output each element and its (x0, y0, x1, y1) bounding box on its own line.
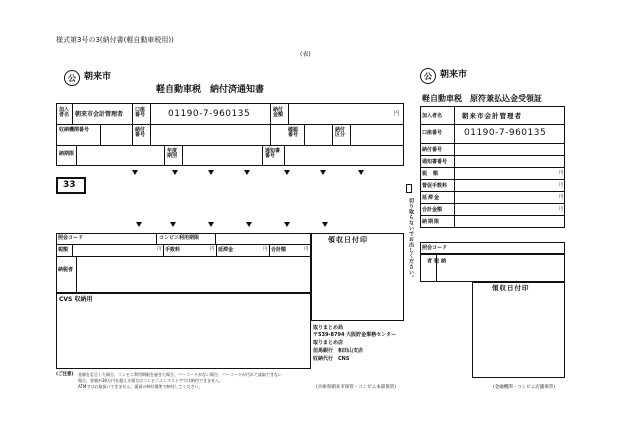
right-arrears-yen: 円 (559, 195, 564, 200)
left-convenience-label: コンビニ利用期限 (159, 235, 200, 241)
right-notice-label: 通知書番号 (422, 159, 448, 165)
cut-marker-icon (170, 222, 176, 227)
cut-marker-icon (246, 222, 252, 227)
left-account-number: 01190-7-960135 (168, 109, 251, 119)
note-line-1: 金額を訂正した場合、コンビニ利用期限を過ぎた場合、バーコードがない場合、バーコードが汚れて読取できない (78, 372, 282, 377)
left-cvs-label: CVS 収納用 (59, 296, 93, 303)
right-tax-yen: 円 (559, 171, 564, 176)
left-total-label: 合計額 (271, 247, 287, 253)
cut-marker-icon (136, 222, 142, 227)
right-receipt-box (472, 282, 565, 378)
left-receipt-box (311, 233, 404, 321)
collector-postal: 〒539-8794 大阪貯金事務センター (313, 332, 396, 338)
cut-marker-icon (284, 222, 290, 227)
right-total-yen: 円 (559, 207, 564, 212)
cut-marker-icon (172, 170, 178, 175)
left-payment-amount-label: 納付金額 (273, 107, 284, 119)
right-deadline-label: 納期限 (422, 219, 441, 225)
note-line-3: ATMではお取扱いできません。裏面の納付場所で納付してください。 (78, 384, 203, 389)
left-taxpayer-label: 納税者 (58, 267, 74, 273)
left-payment-number-label: 納付番号 (135, 127, 146, 139)
right-fee-label: 督促手数料 (422, 183, 448, 189)
left-barcode-label: 照会コード (58, 235, 84, 241)
left-fiscal-year-label: 年度期別 (167, 148, 178, 160)
right-municipality-name: 朝来市 (440, 70, 468, 80)
collector-bank: 但馬銀行 和田山支店 (313, 348, 364, 354)
right-tax-label: 税額 (422, 171, 445, 177)
cut-marker-icon (208, 170, 214, 175)
right-payment-number-label: 納付番号 (422, 147, 443, 153)
emblem-icon: 公 (64, 70, 80, 86)
right-barcode-label: 照会コード (422, 245, 448, 251)
collector-store: 取りまとめ店 (313, 340, 344, 346)
note-line-2: 場合、金額が30万円を超える場合はコンビニエンスストアでは納付できません。 (78, 378, 224, 383)
cut-instruction: 切り取らないでお出しください。 (408, 198, 414, 281)
right-total-label: 合計金額 (422, 207, 443, 213)
cut-marker-icon (132, 170, 138, 175)
form-side: (表) (300, 51, 311, 58)
left-amount-yen: 円 (394, 111, 400, 117)
left-institution-label: 収納機関番号 (59, 127, 90, 133)
left-category-label: 納付区分 (335, 127, 346, 139)
right-footer-tag: (金融機関・コンビニ店舗保管) (493, 385, 556, 390)
left-fee-label: 手数料 (165, 247, 181, 253)
right-arrears-label: 延滞金 (422, 195, 441, 201)
cut-marker-icon (208, 222, 214, 227)
right-slip-title: 軽自動車税 原符兼払込金受領証 (422, 94, 542, 103)
left-arrears-yen: 円 (263, 247, 268, 252)
left-arrears-label: 延滞金 (218, 247, 234, 253)
left-subscriber-label: 加入者名 (59, 107, 70, 119)
cut-marker-icon (284, 170, 290, 175)
municipality-name: 朝来市 (84, 72, 112, 82)
left-notice-label: 通知書番号 (265, 148, 281, 160)
collector-title: 取りまとめ局 (313, 325, 344, 331)
left-footer-tag: (兵庫県朝来市保管・コンビニ本部保管) (316, 385, 397, 390)
cut-marker-icon (244, 170, 250, 175)
right-subscriber-name: 朝来市会計管理者 (462, 112, 522, 120)
right-receipt-date-label: 領収日付印 (492, 284, 530, 292)
left-code: 33 (63, 180, 76, 190)
note-title: (ご注意) (56, 372, 74, 377)
collector-agent: 収納代行 CNS (313, 356, 350, 362)
left-deadline-label: 納期限 (59, 151, 75, 157)
form-number: 様式第3号の3(納付書(軽自動車税用)) (56, 36, 174, 44)
cut-marker-icon (358, 170, 364, 175)
left-subscriber-name: 朝来市会計管理者 (75, 111, 124, 118)
right-fee-yen: 円 (559, 183, 564, 188)
left-fee-yen: 円 (210, 247, 215, 252)
cut-bracket (406, 184, 412, 193)
cut-marker-icon (322, 222, 328, 227)
left-slip-title: 軽自動車税 納付済通知書 (156, 85, 265, 95)
left-tax-label: 税額 (58, 247, 69, 253)
left-cvs-box (56, 293, 311, 369)
left-receipt-date-label: 領収日付印 (328, 236, 368, 244)
right-subscriber-label: 加入者名 (422, 113, 443, 119)
left-total-yen: 円 (304, 247, 309, 252)
left-account-label: 口座番号 (135, 107, 146, 119)
left-barcode-table (56, 233, 311, 293)
left-tax-yen: 円 (157, 247, 162, 252)
cut-marker-icon (320, 170, 326, 175)
right-account-label: 口座番号 (422, 130, 443, 136)
right-taxpayer-label: 納税者 (426, 258, 446, 264)
right-account-number: 01190-7-960135 (464, 128, 547, 138)
emblem-icon: 公 (420, 68, 436, 84)
left-confirm-label: 確認番号 (288, 127, 299, 139)
